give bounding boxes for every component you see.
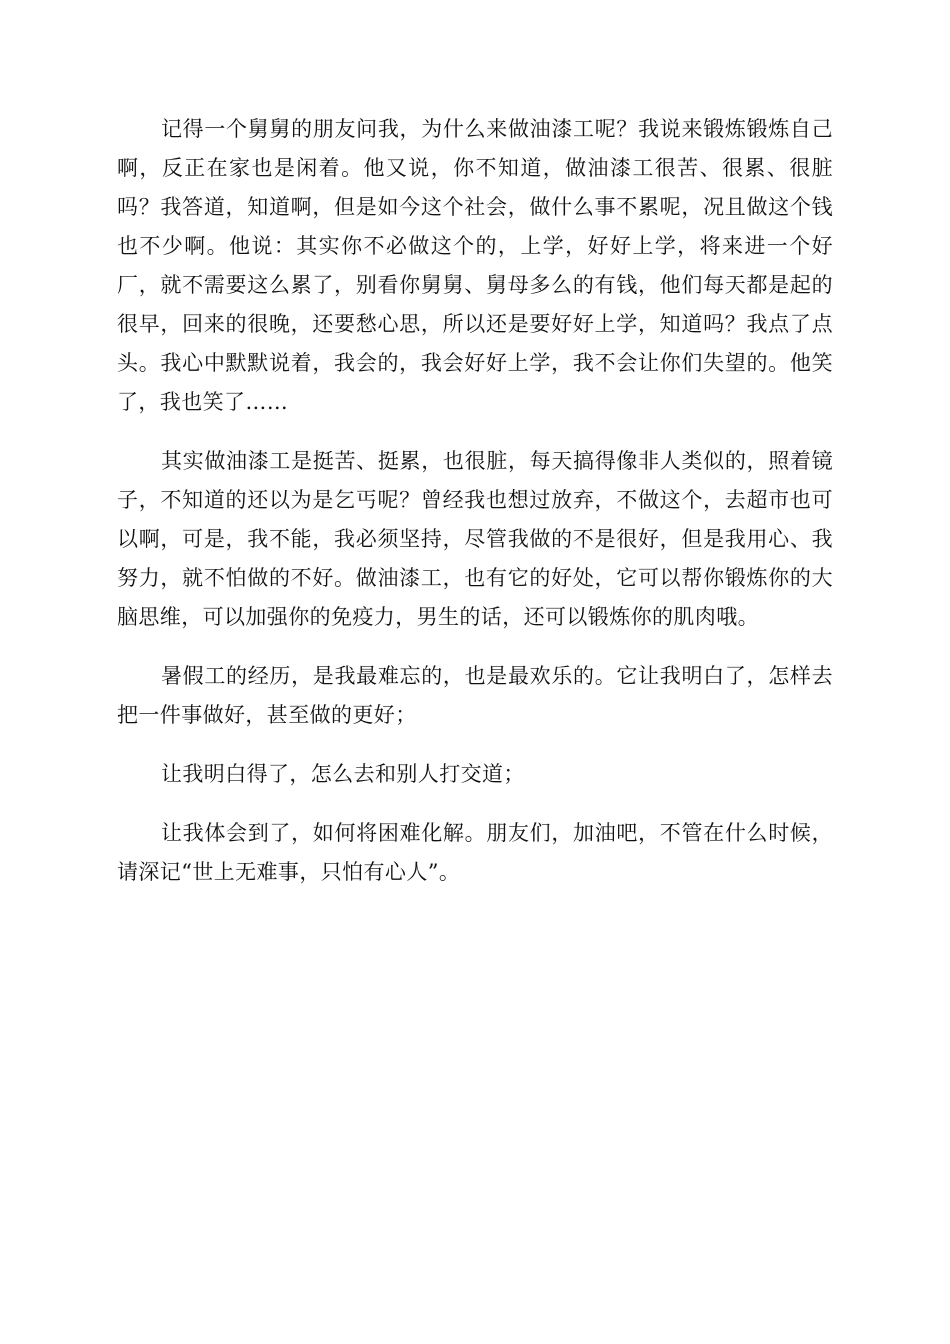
paragraph-3: 暑假工的经历，是我最难忘的，也是最欢乐的。它让我明白了，怎样去把一件事做好，甚至做的更好； — [117, 664, 833, 727]
paragraph-4: 让我明白得了，怎么去和别人打交道； — [161, 762, 525, 786]
paragraph-1: 记得一个舅舅的朋友问我，为什么来做油漆工呢？我说来锻炼锻炼自己啊，反正在家也是闲着。他又说，你不知道，做油漆工很苦、很累、很脏吗？我答道，知道啊，但是如今这个社会，做什么事不累呢，况且做这个钱也不少啊。他说：其实你不必做这个的，上学，好好上学，将来进一个好厂，就不需要这么累了，别看你舅舅、舅母多么的有钱，他们每天都是起的很早，回来的很晚，还要愁心思，所以还是要好好上学，知道吗？我点了点头。我心中默默说着，我会的，我会好好上学，我不会让你们失望的。他笑了，我也笑了…… — [117, 117, 833, 414]
document-body — [117, 110, 833, 912]
paragraph-5: 让我体会到了，如何将困难化解。朋友们，加油吧，不管在什么时候，请深记“世上无难事，只怕有心人”。 — [117, 821, 833, 884]
paragraph-2: 其实做油漆工是挺苦、挺累，也很脏，每天搞得像非人类似的，照着镜子，不知道的还以为是乞丐呢？曾经我也想过放弃，不做这个，去超市也可以啊，可是，我不能，我必须坚持，尽管我做的不是很好，但是我用心、我努力，就不怕做的不好。做油漆工，也有它的好处，它可以帮你锻炼你的大脑思维，可以加强你的免疫力，男生的话，还可以锻炼你的肌肉哦。 — [117, 449, 833, 629]
